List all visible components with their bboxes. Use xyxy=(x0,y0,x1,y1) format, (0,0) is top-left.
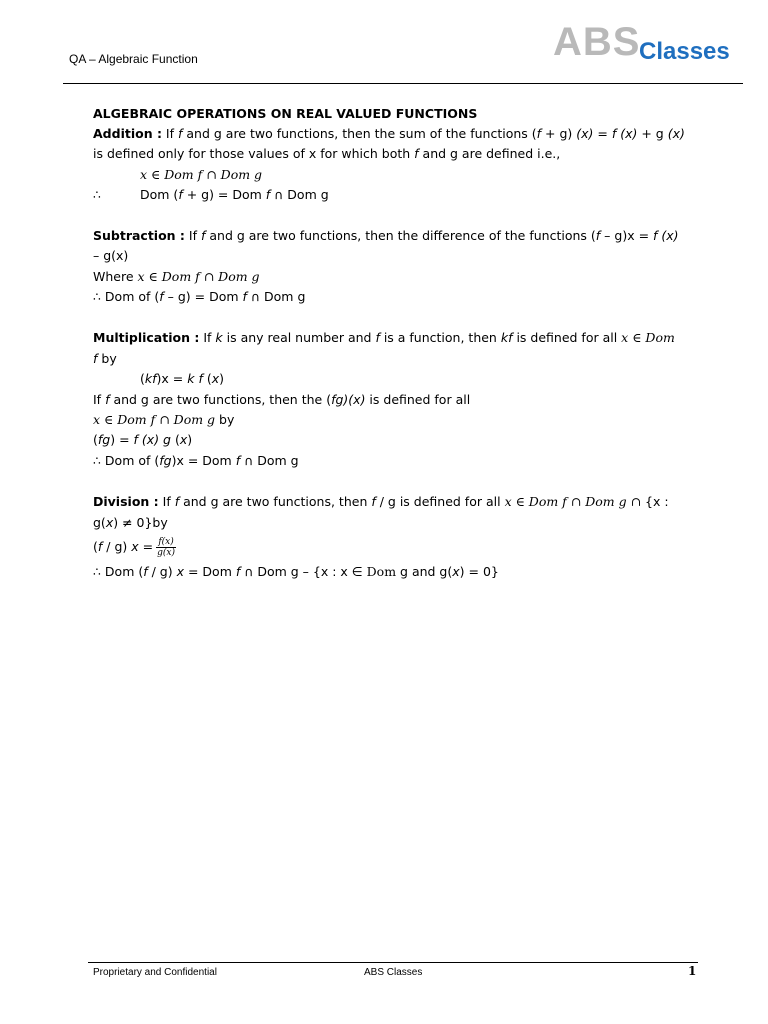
text: and g are two functions, then the difference of the functions ( xyxy=(205,228,596,243)
text: by xyxy=(215,412,235,427)
text: Dom xyxy=(366,564,397,579)
addition-label: Addition : xyxy=(93,126,162,141)
addition-line-4 xyxy=(93,185,101,205)
footer-confidential: Proprietary and Confidential xyxy=(93,967,217,978)
text: x ∈ Dom f ∩ Dom g xyxy=(93,412,216,427)
text: If xyxy=(199,330,216,345)
text: If xyxy=(158,494,175,509)
division-line-4 xyxy=(93,562,499,582)
text: ∴ Dom of ( xyxy=(93,453,160,468)
footer-company: ABS Classes xyxy=(364,967,423,978)
multiplication-line-2 xyxy=(93,349,117,369)
multiplication-line-7 xyxy=(93,451,299,471)
text: ( xyxy=(170,432,180,447)
addition-domain-result xyxy=(140,185,329,205)
multiplication-label: Multiplication : xyxy=(93,330,200,345)
text: f xyxy=(536,126,542,141)
text: If xyxy=(184,228,201,243)
text: kf xyxy=(144,371,157,386)
text: Where xyxy=(93,269,138,284)
text: x xyxy=(105,515,114,530)
text: f xyxy=(97,539,103,554)
text: + g) xyxy=(541,126,577,141)
text: f xyxy=(375,330,380,345)
fraction-numerator: f(x) xyxy=(156,537,176,548)
text: / g) xyxy=(102,539,132,554)
text: If xyxy=(93,392,106,407)
division-label: Division : xyxy=(93,494,159,509)
text: f xyxy=(235,564,241,579)
text: ∴ Dom ( xyxy=(93,564,144,579)
text: f xyxy=(143,564,148,579)
text: f (x) xyxy=(653,228,679,243)
therefore-symbol: ∴ xyxy=(93,187,101,202)
text: ∩ Dom g xyxy=(240,453,299,468)
text: ) xyxy=(187,432,193,447)
text: ( xyxy=(93,539,98,554)
subtraction-line-1 xyxy=(93,226,679,246)
text: Dom ( xyxy=(140,187,179,202)
text: ∩ Dom g xyxy=(270,187,329,202)
subtraction-line-4 xyxy=(93,287,305,307)
text: ( xyxy=(93,432,98,447)
section-heading: ALGEBRAIC OPERATIONS ON REAL VALUED FUNCTIONS xyxy=(93,106,478,121)
text: / g is defined for all xyxy=(375,494,505,509)
text: f xyxy=(371,494,376,509)
text: f xyxy=(93,351,98,366)
text: ) = xyxy=(110,432,134,447)
text: If xyxy=(161,126,178,141)
page-number: 1 xyxy=(688,964,697,978)
logo-abs-text: ABS xyxy=(553,20,641,64)
addition-domain-math: x ∈ Dom f ∩ Dom g xyxy=(140,167,263,182)
text: f xyxy=(200,228,206,243)
text: is defined for all xyxy=(365,392,471,407)
text: is any real number and xyxy=(222,330,376,345)
text: x xyxy=(176,564,184,579)
multiplication-line-5 xyxy=(93,410,234,430)
text: x xyxy=(211,371,220,386)
text: x xyxy=(131,539,139,554)
text: k f xyxy=(187,371,203,386)
subtraction-line-3 xyxy=(93,267,260,287)
abs-classes-logo xyxy=(553,20,753,68)
text: x xyxy=(452,564,460,579)
text: is defined only for those values of x for which both xyxy=(93,146,415,161)
text: = xyxy=(138,539,154,554)
text: f xyxy=(159,289,164,304)
division-line-1 xyxy=(93,492,669,512)
text: fg xyxy=(159,453,172,468)
text: = xyxy=(593,126,612,141)
division-line-3 xyxy=(93,535,176,559)
division-fraction xyxy=(156,537,176,558)
text: x ∈ Dom xyxy=(621,330,675,345)
text: by xyxy=(97,351,117,366)
division-line-2 xyxy=(93,513,168,533)
subtraction-label: Subtraction : xyxy=(93,228,185,243)
text: kf xyxy=(500,330,513,345)
text: ∩ Dom g – {x : x ∈ xyxy=(240,564,367,579)
text: f xyxy=(414,146,419,161)
text: g( xyxy=(93,515,106,530)
text: fg)(x) xyxy=(331,392,366,407)
text: (x) xyxy=(667,126,685,141)
logo-classes-text: Classes xyxy=(639,38,730,65)
text: g and g( xyxy=(396,564,453,579)
text: {x : xyxy=(641,494,669,509)
text: ) ≠ 0}by xyxy=(113,515,168,530)
text: f xyxy=(105,392,110,407)
addition-line-1 xyxy=(93,124,685,144)
text: and g are two functions, then the ( xyxy=(109,392,332,407)
text: f xyxy=(174,494,180,509)
text: )x = xyxy=(156,371,188,386)
multiplication-line-1 xyxy=(93,328,675,348)
text: fg xyxy=(97,432,111,447)
text: + g xyxy=(637,126,668,141)
text: and g are two functions, then xyxy=(179,494,372,509)
text: ( xyxy=(140,371,145,386)
text: f xyxy=(265,187,271,202)
page-header-title: QA – Algebraic Function xyxy=(69,52,198,66)
text: f xyxy=(242,289,247,304)
text: ( xyxy=(202,371,212,386)
text: is a function, then xyxy=(379,330,501,345)
text: ∩ Dom g xyxy=(246,289,306,304)
header-divider xyxy=(63,83,743,84)
text: – g)x = xyxy=(600,228,654,243)
text: f xyxy=(235,453,241,468)
subtraction-domain-math: x ∈ Dom f ∩ Dom g xyxy=(137,269,260,284)
text: ∴ Dom of ( xyxy=(93,289,160,304)
text: f xyxy=(178,187,183,202)
multiplication-line-4 xyxy=(93,390,470,410)
text: – g) = Dom xyxy=(163,289,243,304)
multiplication-line-6 xyxy=(93,430,192,450)
text: f xyxy=(178,126,183,141)
text: f (x) g xyxy=(133,432,171,447)
text: ) = 0} xyxy=(459,564,499,579)
footer-divider xyxy=(88,962,698,963)
text: )x = Dom xyxy=(171,453,236,468)
text: / g) xyxy=(147,564,177,579)
text: is defined for all xyxy=(512,330,622,345)
text: k xyxy=(215,330,223,345)
fraction-denominator: g(x) xyxy=(157,548,175,558)
text: x ∈ Dom f ∩ Dom g ∩ xyxy=(504,494,642,509)
text: = Dom xyxy=(184,564,236,579)
subtraction-line-2: – g(x) xyxy=(93,248,129,263)
multiplication-line-3 xyxy=(140,369,224,389)
text: (x) xyxy=(576,126,594,141)
addition-line-2 xyxy=(93,144,560,164)
text: and g are defined i.e., xyxy=(418,146,561,161)
text: + g) = Dom xyxy=(182,187,266,202)
text: and g are two functions, then the sum of the functions ( xyxy=(182,126,537,141)
text: f xyxy=(595,228,601,243)
text: f (x) xyxy=(611,126,638,141)
text: ) xyxy=(219,371,225,386)
text: x xyxy=(179,432,188,447)
